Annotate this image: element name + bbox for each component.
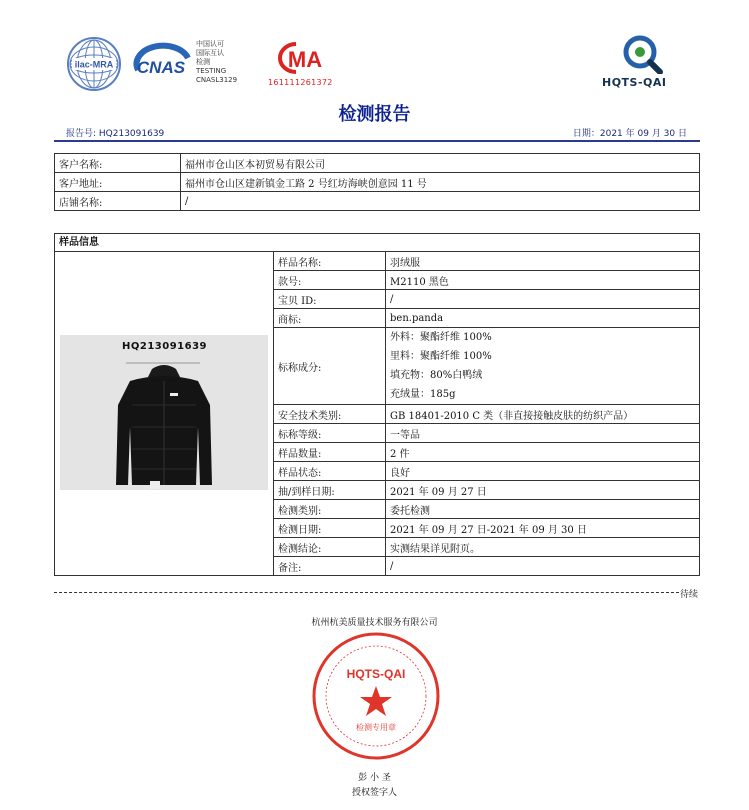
trademark-label: 商标: [274,309,386,328]
continuation-line [54,592,679,593]
composition-fill-weight: 充绒量：185g [390,389,456,400]
client-address-value: 福州市仓山区建新镇金工路 2 号红坊海峡创意园 11 号 [181,173,700,192]
report-date: 日期：2021 年 09 月 30 日 [572,129,687,139]
conclusion-label: 检测结论: [274,538,386,557]
client-info-table [54,153,700,211]
client-name-value: 福州市仓山区本初贸易有限公司 [181,154,700,173]
grade-value: 一等品 [386,424,700,443]
official-seal-stamp [310,630,442,762]
table-row [55,252,700,271]
cnas-logo [130,40,192,88]
svg-text:CNAS: CNAS [136,58,186,77]
table-row [55,173,700,192]
style-no-value: M2110 黑色 [386,271,700,290]
test-date-label: 检测日期: [274,519,386,538]
photo-sample-code: HQ213091639 [122,340,207,352]
remarks-value: / [386,557,700,576]
condition-label: 样品状态: [274,462,386,481]
conclusion-value: 实测结果详见附页。 [386,538,700,557]
style-no-label: 款号: [274,271,386,290]
svg-text:ilac-MRA: ilac-MRA [74,59,114,70]
sample-photo [60,335,268,490]
svg-text:MA: MA [287,47,323,72]
cnas-accreditation-text: 中国认可 国际互认 检测 TESTING CNASL3129 [196,40,238,84]
store-name-label: 店铺名称: [55,192,181,211]
client-name-label: 客户名称: [55,154,181,173]
report-number: 报告号: HQ213091639 [66,129,165,139]
sample-name-label: 样品名称: [274,252,386,271]
receipt-date-label: 抽/到样日期: [274,481,386,500]
composition-label: 标称成分: [274,328,386,405]
test-date-value: 2021 年 09 月 27 日-2021 年 09 月 30 日 [386,519,700,538]
signer-title: 授权签字人 [351,788,397,798]
down-jacket-image [60,335,268,490]
client-address-label: 客户地址: [55,173,181,192]
safety-category-label: 安全技术类别: [274,405,386,424]
receipt-date-value: 2021 年 09 月 27 日 [386,481,700,500]
company-name: 杭州杭美质量技术服务有限公司 [311,618,438,628]
hqts-qai-logo-text: HQTS-QAI [602,76,667,89]
sample-name-value: 羽绒服 [386,252,700,271]
composition-outer: 外料：聚酯纤维 100% [390,332,492,343]
safety-category-value: GB 18401-2010 C 类（非直接接触皮肤的纺织产品） [386,405,700,424]
sample-photo-cell [55,252,274,576]
seal-logo-text: HQTS-QAI [346,667,406,681]
hqts-qai-logo-icon [620,34,668,74]
grade-label: 标称等级: [274,424,386,443]
sample-info-heading: 样品信息 [54,233,700,251]
test-type-label: 检测类别: [274,500,386,519]
remarks-label: 备注: [274,557,386,576]
seal-star-icon [360,686,392,716]
item-id-label: 宝贝 ID: [274,290,386,309]
composition-lining: 里料：聚酯纤维 100% [390,351,492,362]
report-title: 检测报告 [338,104,411,125]
cma-number: 161111261372 [268,78,333,87]
composition-value [386,328,700,405]
quantity-label: 样品数量: [274,443,386,462]
ilac-mra-logo [66,36,122,92]
sample-info-table [54,251,700,576]
composition-filling: 填充物：80%白鸭绒 [390,370,483,381]
table-row [55,192,700,211]
table-row [55,154,700,173]
test-type-value: 委托检测 [386,500,700,519]
condition-value: 良好 [386,462,700,481]
cma-logo [268,40,330,76]
header-divider [54,140,700,142]
signer-name: 彭 小 圣 [358,773,391,783]
quantity-value: 2 件 [386,443,700,462]
store-name-value: / [181,192,700,211]
item-id-value: / [386,290,700,309]
trademark-value: ben.panda [386,309,700,328]
seal-stamp-text: 检测专用章 [356,723,396,732]
continuation-text: 待续 [680,590,699,600]
